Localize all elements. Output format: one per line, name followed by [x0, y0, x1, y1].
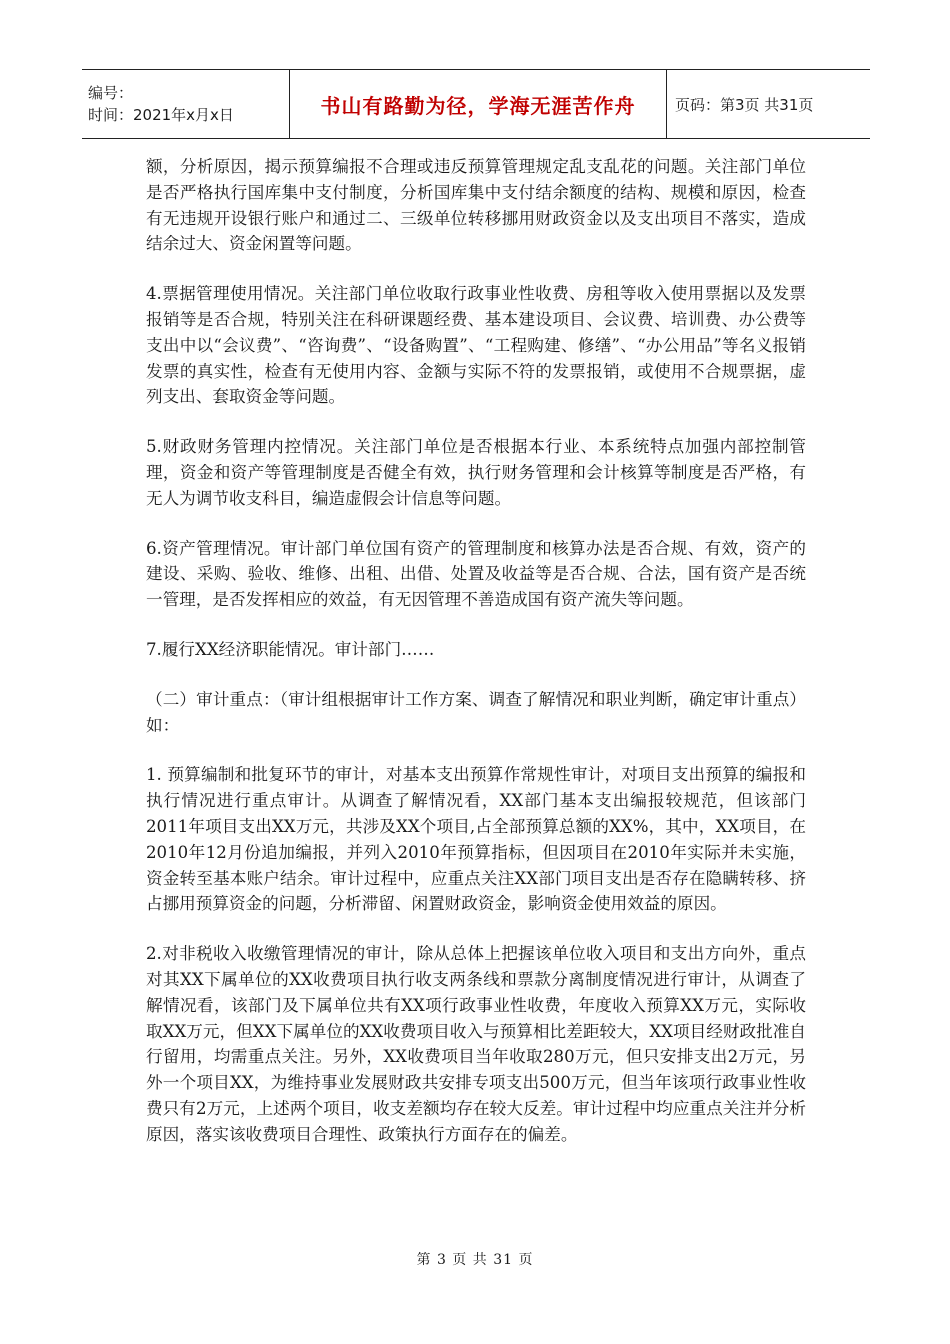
- body-paragraph: 额，分析原因，揭示预算编报不合理或违反预算管理规定乱支乱花的问题。关注部门单位是否严格执行国库集中支付制度，分析国库集中支付结余额度的结构、规模和原因，检查有无违规开设银行账户和通过二、三级单位转移挪用财政资金以及支出项目不落实，造成结余过大、资金闲置等问题。: [146, 157, 806, 254]
- body-paragraph: 6.资产管理情况。审计部门单位国有资产的管理制度和核算办法是否合规、有效，资产的建设、采购、验收、维修、出租、出借、处置及收益等是否合规、合法，国有资产是否统一管理，是否发挥相应的效益，有无因管理不善造成国有资产流失等问题。: [146, 538, 806, 610]
- body-paragraph: 7.履行XX经济职能情况。审计部门……: [146, 639, 435, 659]
- header-page-code: [667, 70, 870, 138]
- footer-page-number: 第 3 页 共 31 页: [416, 1252, 534, 1268]
- body-paragraph: 2.对非税收入收缴管理情况的审计，除从总体上把握该单位收入项目和支出方向外，重点对其XX下属单位的XX收费项目执行收支两条线和票款分离制度情况进行审计，从调查了解情况看，该部门及下属单位共有XX项行政事业性收费，年度收入预算XX万元，实际收取XX万元，但XX下属单位的XX收费项目收入与预算相比差距较大，XX项目经财政批准自行留用，均需重点关注。另外，XX收费项目当年收取280万元，但只安排支出2万元，另外一个项目XX，为维持事业发展财政共安排专项支出500万元，但当年该项行政事业性收费只有2万元，上述两个项目，收支差额均存在较大反差。审计过程中均应重点关注并分析原因，落实该收费项目合理性、政策执行方面存在的偏差。: [146, 944, 806, 1144]
- header-meta: [82, 70, 290, 138]
- document-number-label: 编号：: [88, 84, 134, 102]
- motto-text: 书山有路勤为径，学海无涯苦作舟: [320, 93, 636, 118]
- page-code-text: 页码：第3页 共31页: [675, 95, 814, 114]
- body-paragraph: 4.票据管理使用情况。关注部门单位收取行政事业性收费、房租等收入使用票据以及发票报销等是否合规，特别关注在科研课题经费、基本建设项目、会议费、培训费、办公费等支出中以“会议费”、“咨询费”、“设备购置”、“工程购建、修缮”、“办公用品”等名义报销发票的真实性，检查有无使用内容、金额与实际不符的发票报销，或使用不合规票据，虚列支出、套取资金等问题。: [146, 284, 806, 407]
- page-footer: [0, 1249, 950, 1269]
- body-paragraph: 1. 预算编制和批复环节的审计，对基本支出预算作常规性审计，对项目支出预算的编报和执行情况进行重点审计。从调查了解情况看，XX部门基本支出编报较规范，但该部门2011年项目支出XX万元，共涉及XX个项目,占全部预算总额的XX%，其中，XX项目，在2010年12月份追加编报，并列入2010年预算指标，但因项目在2010年实际并未实施，资金转至基本账户结余。审计过程中，应重点关注XX部门项目支出是否存在隐瞒转移、挤占挪用预算资金的问题，分析滞留、闲置财政资金，影响资金使用效益的原因。: [146, 765, 806, 914]
- document-header: [82, 69, 870, 139]
- header-motto: [290, 70, 667, 138]
- document-date: 时间：2021年x月x日: [88, 106, 234, 124]
- document-body: [146, 154, 806, 1172]
- body-paragraph: （二）审计重点：（审计组根据审计工作方案、调查了解情况和职业判断，确定审计重点）如：: [146, 689, 806, 735]
- body-paragraph: 5.财政财务管理内控情况。关注部门单位是否根据本行业、本系统特点加强内部控制管理，资金和资产等管理制度是否健全有效，执行财务管理和会计核算等制度是否严格，有无人为调节收支科目，编造虚假会计信息等问题。: [146, 437, 806, 508]
